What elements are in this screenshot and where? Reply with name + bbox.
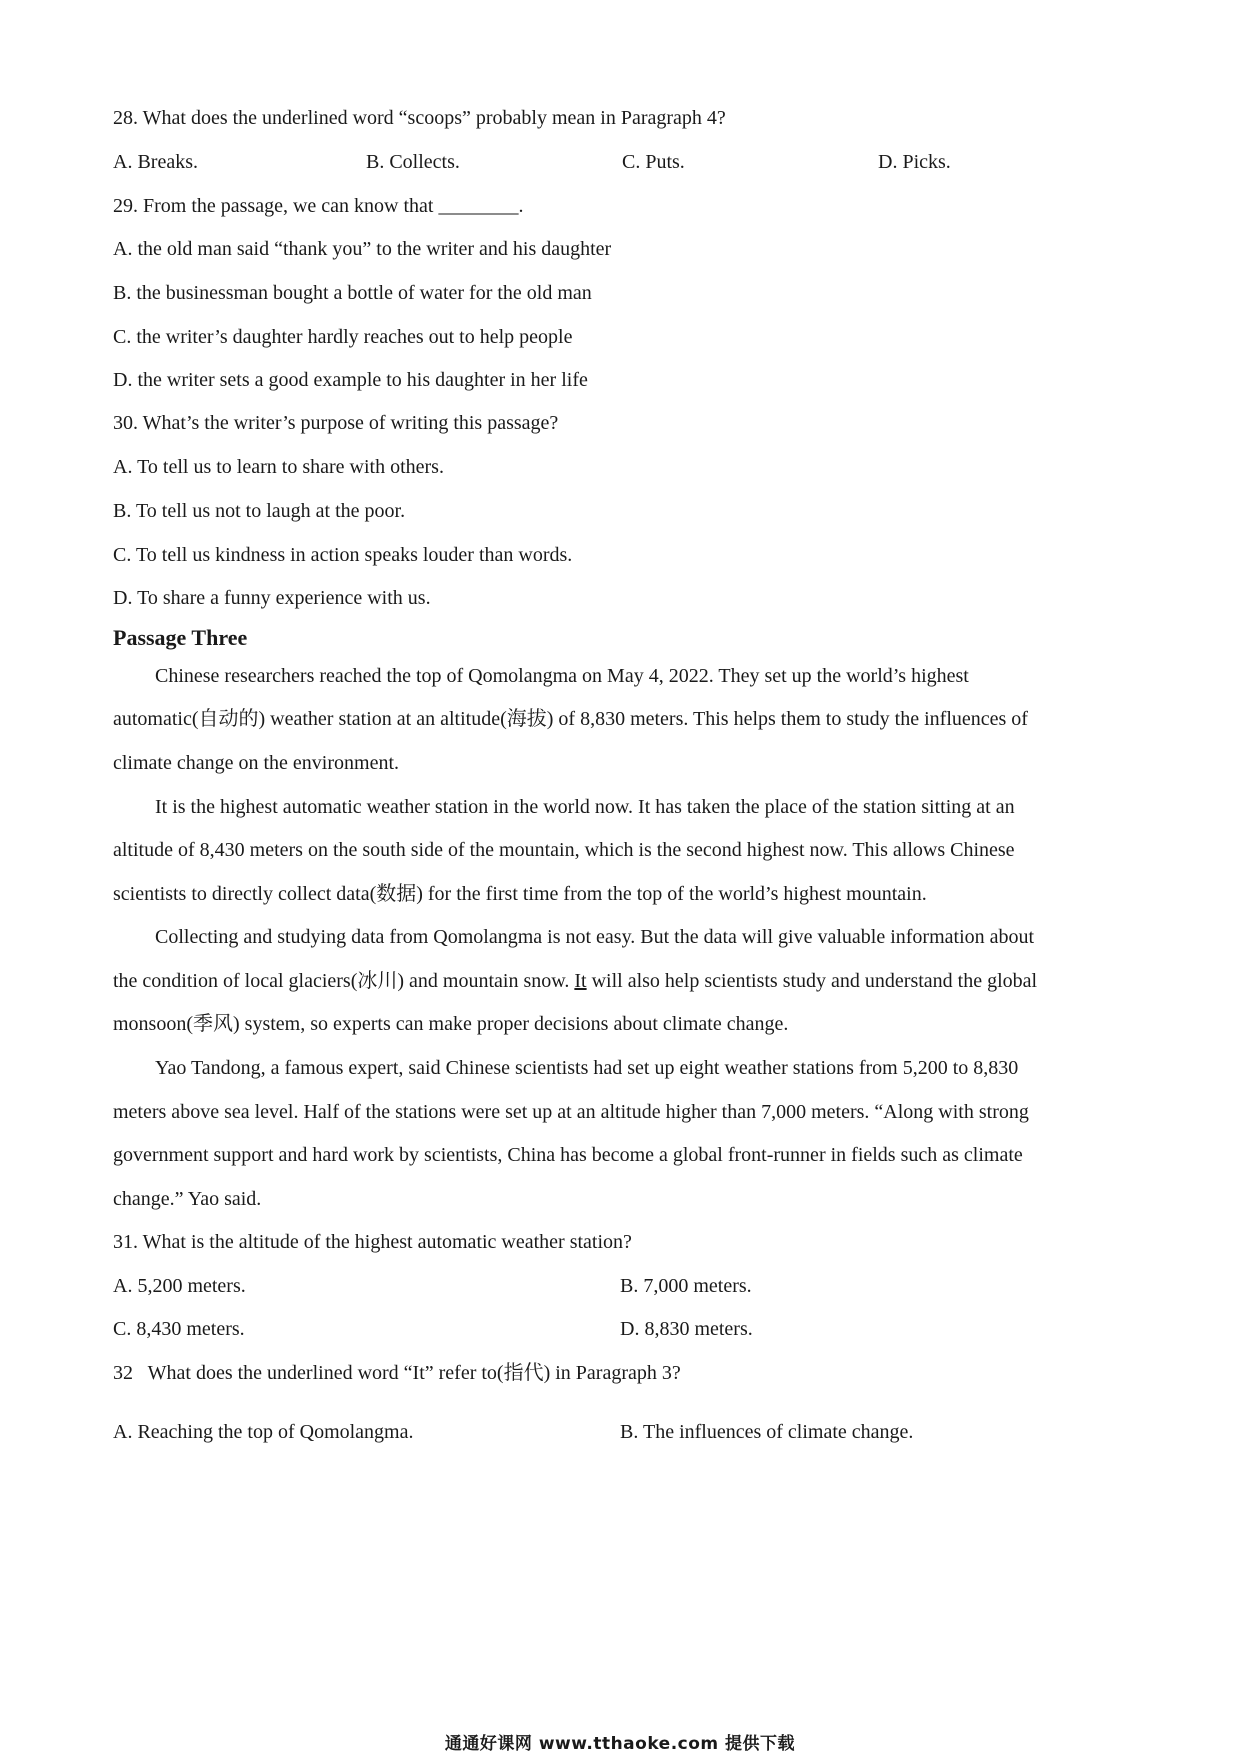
paragraph-3-text: will also help scientists study and understand the global [586,970,1038,992]
q28-option-d: D. Picks. [878,151,951,173]
q32-option-b: B. The influences of climate change. [620,1421,914,1443]
passage-title: Passage Three [113,625,248,650]
question-28: 28. What does the underlined word “scoops” probably mean in Paragraph 4? [113,107,726,129]
paragraph-1-line: climate change on the environment. [113,752,400,774]
q30-option-d: D. To share a funny experience with us. [113,587,431,609]
question-31: 31. What is the altitude of the highest automatic weather station? [113,1231,632,1253]
q31-option-b: B. 7,000 meters. [620,1275,752,1297]
q28-option-a: A. Breaks. [113,151,198,173]
q29-option-d: D. the writer sets a good example to his daughter in her life [113,369,588,391]
paragraph-2-line: It is the highest automatic weather station in the world now. It has taken the place of the station sitting at an [155,796,1015,818]
q32-option-a: A. Reaching the top of Qomolangma. [113,1421,414,1443]
q29-option-b: B. the businessman bought a bottle of water for the old man [113,282,592,304]
paragraph-3-line: Collecting and studying data from Qomolangma is not easy. But the data will give valuable information about [155,926,1035,948]
question-30: 30. What’s the writer’s purpose of writing this passage? [113,412,559,434]
paragraph-3-line [113,969,1133,993]
paragraph-4-line: government support and hard work by scientists, China has become a global front-runner in fields such as climate [113,1144,1023,1166]
paragraph-4-line: meters above sea level. Half of the stations were set up at an altitude higher than 7,000 meters. “Along with strong [113,1101,1029,1123]
q31-option-d: D. 8,830 meters. [620,1318,753,1340]
paragraph-2-line: scientists to directly collect data(数据) for the first time from the top of the world’s highest mountain. [113,883,927,905]
q30-option-b: B. To tell us not to laugh at the poor. [113,500,406,522]
underlined-word-it: It [574,970,587,992]
paragraph-1-line: automatic(自动的) weather station at an altitude(海拔) of 8,830 meters. This helps them to study the influences of [113,708,1028,730]
q30-option-a: A. To tell us to learn to share with others. [113,456,444,478]
paragraph-3-line: monsoon(季风) system, so experts can make proper decisions about climate change. [113,1013,789,1035]
q29-option-c: C. the writer’s daughter hardly reaches out to help people [113,326,573,348]
paragraph-3-text: the condition of local glaciers(冰川) and mountain snow. [113,970,575,992]
question-32: 32 What does the underlined word “It” refer to(指代) in Paragraph 3? [113,1362,681,1384]
paragraph-2-line: altitude of 8,430 meters on the south side of the mountain, which is the second highest now. This allows Chinese [113,839,1015,861]
question-29: 29. From the passage, we can know that ________. [113,195,524,217]
q31-option-a: A. 5,200 meters. [113,1275,246,1297]
paragraph-4-line: Yao Tandong, a famous expert, said Chinese scientists had set up eight weather stations from 5,200 to 8,830 [155,1057,1019,1079]
q29-option-a: A. the old man said “thank you” to the writer and his daughter [113,238,612,260]
footer-watermark: 通通好课网 www.tthaoke.com 提供下载 [444,1734,796,1754]
q28-option-c: C. Puts. [622,151,685,173]
q30-option-c: C. To tell us kindness in action speaks louder than words. [113,544,573,566]
q31-option-c: C. 8,430 meters. [113,1318,245,1340]
paragraph-4-line: change.” Yao said. [113,1188,262,1210]
paragraph-1-line: Chinese researchers reached the top of Qomolangma on May 4, 2022. They set up the world’s highest [155,665,969,687]
q28-option-b: B. Collects. [366,151,460,173]
